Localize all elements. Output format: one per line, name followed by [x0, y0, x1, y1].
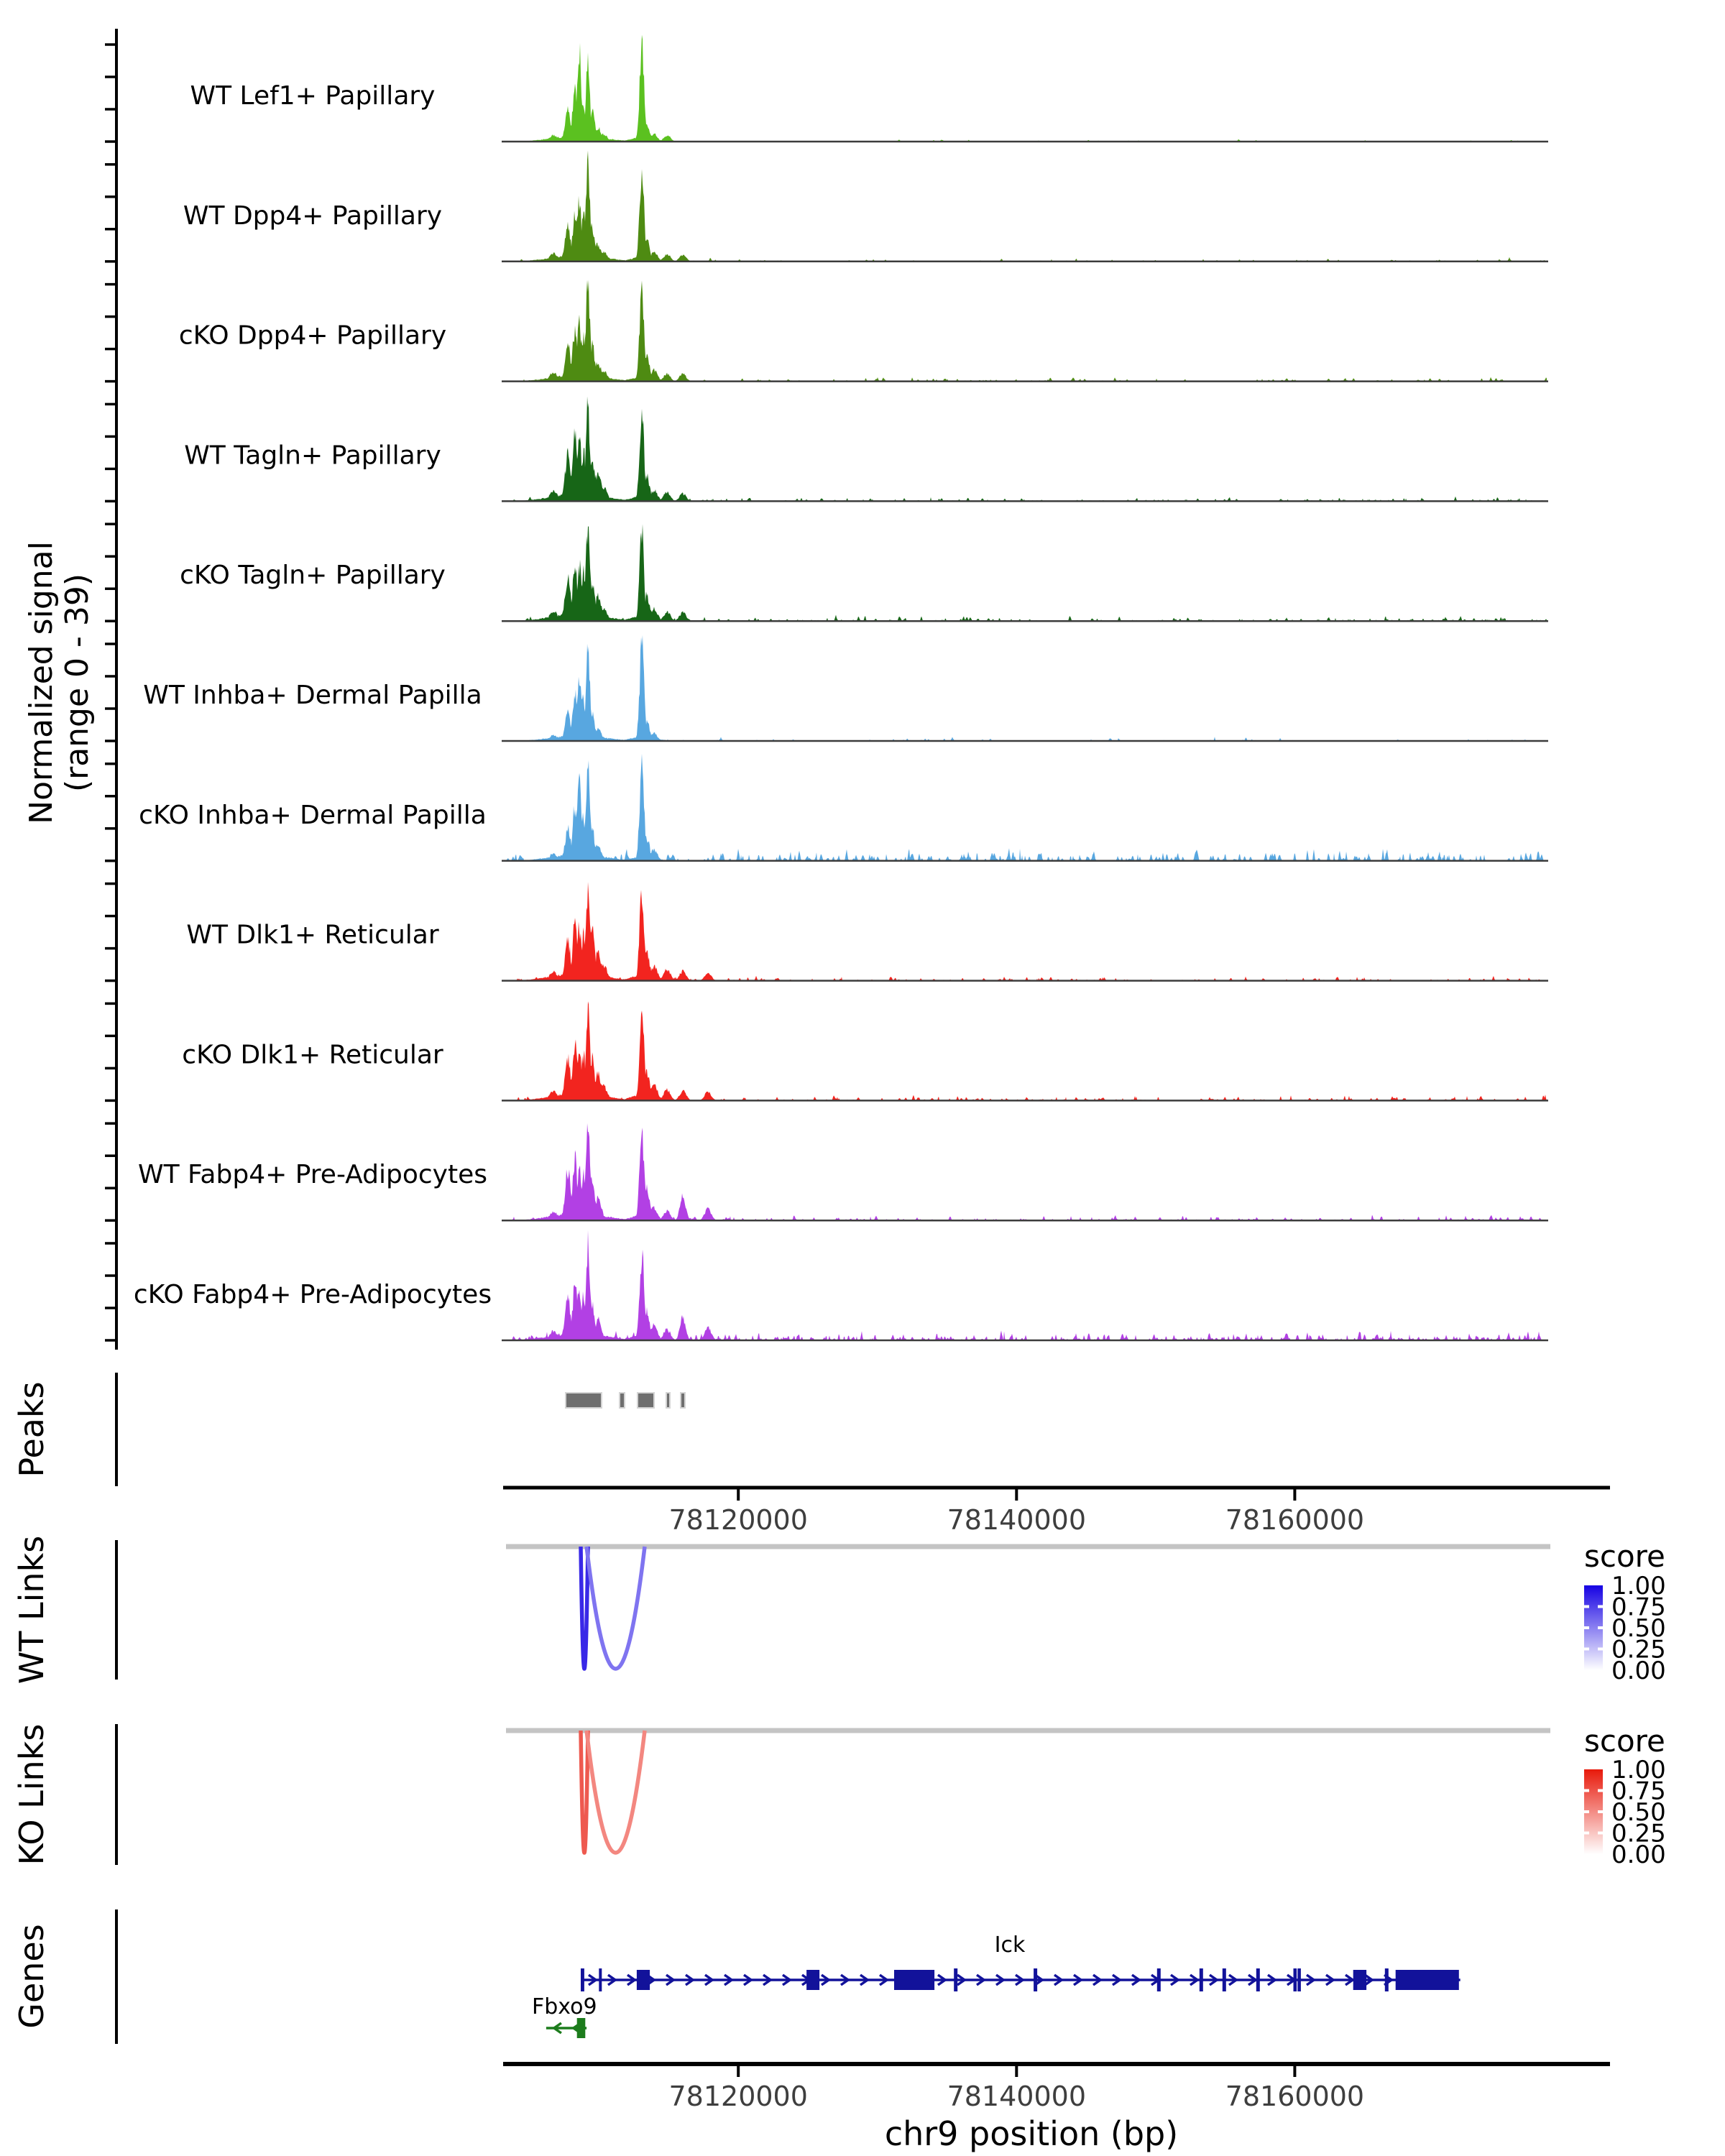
legend-tick-label: 0.50: [1611, 1614, 1666, 1643]
gene-exon: [806, 1970, 819, 1990]
wt-links-section-label: WT Links: [12, 1535, 51, 1685]
gene-exon: [581, 1968, 584, 1991]
legend-tick-mark: [1598, 1606, 1603, 1608]
wt-score-legend-title: score: [1584, 1539, 1665, 1574]
gene-exon: [1200, 1968, 1203, 1991]
legend-tick-label: 0.50: [1611, 1798, 1666, 1827]
link-arc: [586, 1731, 645, 1853]
y-axis-label-line2: (range 0 - 39): [59, 573, 96, 793]
genes-panel: [532, 1932, 1460, 2038]
track-label: WT Dpp4+ Papillary: [183, 201, 443, 231]
genes-section-label: Genes: [12, 1924, 51, 2029]
top-genomic-axis: [503, 1488, 1610, 1536]
axis-tick-label: 78160000: [1225, 1504, 1365, 1536]
signal-track-area: [506, 35, 1547, 142]
signal-y-axis-ticks: [105, 45, 116, 1340]
legend-tick-mark: [1584, 1626, 1589, 1629]
signal-track-area: [506, 1123, 1547, 1220]
legend-tick-label: 1.00: [1611, 1756, 1666, 1784]
signal-track-area: [506, 524, 1547, 621]
gene-exon: [1157, 1968, 1161, 1991]
legend-tick-label: 0.75: [1611, 1777, 1666, 1806]
gene-exon: [599, 1968, 602, 1991]
gene-label: Ick: [994, 1932, 1026, 1958]
peak-box: [620, 1393, 625, 1408]
axis-tick-label: 78140000: [947, 1504, 1087, 1536]
gene-exon: [1297, 1968, 1301, 1991]
signal-track-area: [506, 754, 1547, 861]
legend-tick-mark: [1584, 1810, 1589, 1813]
wt-score-legend: [1584, 1539, 1666, 1685]
legend-tick-label: 0.00: [1611, 1841, 1666, 1869]
signal-track-area: [506, 1001, 1547, 1100]
link-arc: [586, 1547, 645, 1669]
signal-track-area: [506, 882, 1547, 980]
legend-tick-mark: [1598, 1810, 1603, 1813]
gene-exon: [1353, 1970, 1366, 1990]
gene-exon: [1223, 1968, 1226, 1991]
peak-box: [666, 1393, 670, 1408]
legend-tick-label: 1.00: [1611, 1572, 1666, 1600]
gene-exon: [1256, 1968, 1260, 1991]
axis-tick-label: 78120000: [668, 1504, 808, 1536]
track-label: WT Lef1+ Papillary: [190, 81, 436, 111]
signal-track-area: [506, 280, 1547, 381]
signal-track-area: [506, 635, 1547, 741]
gene-exon: [1034, 1968, 1037, 1991]
track-label: cKO Inhba+ Dermal Papilla: [139, 800, 487, 830]
wt-links-panel: [506, 1547, 1550, 1669]
signal-track-area: [506, 397, 1547, 502]
legend-tick-label: 0.25: [1611, 1819, 1666, 1848]
ko-links-section-label: KO Links: [12, 1723, 51, 1866]
legend-tick-mark: [1598, 1832, 1603, 1835]
peaks-section-label: Peaks: [12, 1381, 51, 1478]
legend-tick-mark: [1598, 1648, 1603, 1651]
ko-score-legend: [1584, 1723, 1666, 1869]
axis-tick-label: 78120000: [668, 2081, 808, 2112]
legend-tick-mark: [1584, 1648, 1589, 1651]
track-label: cKO Dlk1+ Reticular: [182, 1040, 443, 1070]
y-axis-label-line1: Normalized signal: [23, 541, 60, 824]
legend-tick-label: 0.00: [1611, 1657, 1666, 1685]
legend-tick-mark: [1584, 1832, 1589, 1835]
gene-exon: [894, 1970, 934, 1990]
gene-exon: [637, 1970, 650, 1990]
track-label: WT Dlk1+ Reticular: [186, 920, 439, 950]
axis-tick-label: 78160000: [1225, 2081, 1365, 2112]
gene-exon: [1396, 1970, 1459, 1990]
legend-tick-mark: [1584, 1606, 1589, 1608]
track-label: cKO Fabp4+ Pre-Adipocytes: [133, 1280, 492, 1309]
track-label: cKO Dpp4+ Papillary: [178, 321, 447, 351]
track-label: WT Inhba+ Dermal Papilla: [143, 681, 482, 710]
signal-track-area: [506, 151, 1547, 262]
axis-tick-label: 78140000: [947, 2081, 1087, 2112]
gene-fbxo9: [532, 1994, 597, 2038]
track-label: cKO Tagln+ Papillary: [180, 561, 446, 591]
gene-exon: [1294, 1968, 1297, 1991]
gene-exon: [577, 2018, 586, 2038]
gene-exon: [1385, 1968, 1389, 1991]
signal-track-area: [506, 1230, 1547, 1340]
gene-exon: [954, 1968, 957, 1991]
legend-tick-mark: [1598, 1626, 1603, 1629]
gene-ick: [581, 1932, 1460, 1991]
peak-box: [681, 1393, 685, 1408]
legend-tick-label: 0.75: [1611, 1593, 1666, 1622]
legend-tick-mark: [1598, 1789, 1603, 1792]
x-axis-title: chr9 position (bp): [884, 2114, 1179, 2153]
signal-tracks: [134, 35, 1548, 1341]
peak-box: [638, 1393, 654, 1408]
gene-label: Fbxo9: [532, 1994, 597, 2019]
track-label: WT Fabp4+ Pre-Adipocytes: [138, 1160, 487, 1190]
legend-tick-mark: [1584, 1789, 1589, 1792]
peak-box: [566, 1393, 602, 1408]
legend-tick-label: 0.25: [1611, 1635, 1666, 1664]
bottom-genomic-axis: [503, 2064, 1610, 2112]
ko-score-legend-title: score: [1584, 1723, 1665, 1759]
ko-links-panel: [506, 1731, 1550, 1853]
peaks-row: [566, 1393, 685, 1408]
track-label: WT Tagln+ Papillary: [184, 441, 441, 471]
